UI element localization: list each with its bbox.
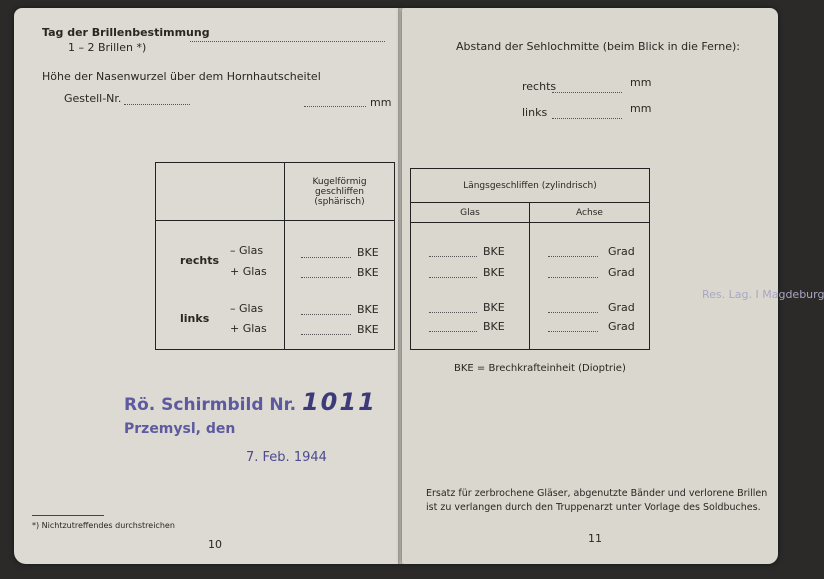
glas-bke-4: BKE — [483, 320, 505, 333]
bke-r2: BKE — [357, 266, 379, 279]
left-labels-cell — [156, 221, 285, 350]
bke-l1: BKE — [357, 303, 379, 316]
abstand-rechts-mm: mm — [630, 76, 652, 89]
rechts-plus-glas: + Glas — [230, 265, 267, 278]
abstand-label: Abstand der Sehlochmitte (beim Blick in die Ferne): — [456, 40, 740, 53]
faint-stamp: Res. Lag. I Magdeburg — [702, 288, 824, 301]
glas-values-cell — [411, 223, 530, 350]
gestell-label: Gestell-Nr. — [64, 92, 122, 105]
footnote: *) Nichtzutreffendes durchstreichen — [32, 521, 175, 530]
hoehe-mm: mm — [370, 96, 392, 109]
achse-grad-4: Grad — [608, 320, 635, 333]
tag-dots — [190, 41, 385, 42]
right-table-header: Längsgeschliffen (zylindrisch) — [411, 169, 650, 203]
hoehe-dots — [304, 106, 366, 107]
bke-r1: BKE — [357, 246, 379, 259]
achse-grad-3: Grad — [608, 301, 635, 314]
schirmbild-stamp: Rö. Schirmbild Nr. 1011 — [124, 388, 377, 416]
stamp-place: Przemysl, den — [124, 421, 236, 437]
bottom-line-2: ist zu verlangen durch den Truppenarzt unter Vorlage des Soldbuches. — [426, 502, 761, 513]
page-number-left: 10 — [208, 538, 222, 551]
abstand-links-mm: mm — [630, 102, 652, 115]
glas-bke-1: BKE — [483, 245, 505, 258]
left-table-header: Kugelförmig geschliffen (sphärisch) — [285, 163, 395, 221]
gestell-dots — [124, 104, 190, 105]
rechts-minus-glas: – Glas — [230, 244, 264, 257]
right-page — [402, 8, 824, 564]
right-table — [410, 168, 650, 350]
brillen-label: 1 – 2 Brillen *) — [68, 41, 147, 54]
bke-note: BKE = Brechkrafteinheit (Dioptrie) — [454, 363, 626, 374]
left-table — [155, 162, 395, 350]
glas-bke-2: BKE — [483, 266, 505, 279]
left-values-cell — [285, 221, 395, 350]
glas-bke-3: BKE — [483, 301, 505, 314]
stamp-date: 7. Feb. 1944 — [246, 450, 327, 465]
page-number-right: 11 — [588, 532, 602, 545]
rechts-label: rechts — [180, 254, 220, 267]
hoehe-label: Höhe der Nasenwurzel über dem Hornhautscheitel — [42, 70, 321, 83]
abstand-rechts: rechts — [522, 80, 557, 93]
abstand-links: links — [522, 106, 548, 119]
links-plus-glas: + Glas — [230, 322, 267, 335]
achse-grad-1: Grad — [608, 245, 635, 258]
achse-grad-2: Grad — [608, 266, 635, 279]
stamp-number: 1011 — [301, 388, 377, 416]
achse-values-cell — [530, 223, 650, 350]
glas-header: Glas — [411, 203, 530, 223]
tag-label: Tag der Brillenbestimmung — [42, 26, 210, 39]
left-page — [14, 8, 400, 564]
achse-header: Achse — [530, 203, 650, 223]
bke-l2: BKE — [357, 323, 379, 336]
links-minus-glas: – Glas — [230, 302, 264, 315]
links-label: links — [180, 312, 210, 325]
bottom-line-1: Ersatz für zerbrochene Gläser, abgenutzte Bänder und verlorene Brillen — [426, 488, 768, 499]
